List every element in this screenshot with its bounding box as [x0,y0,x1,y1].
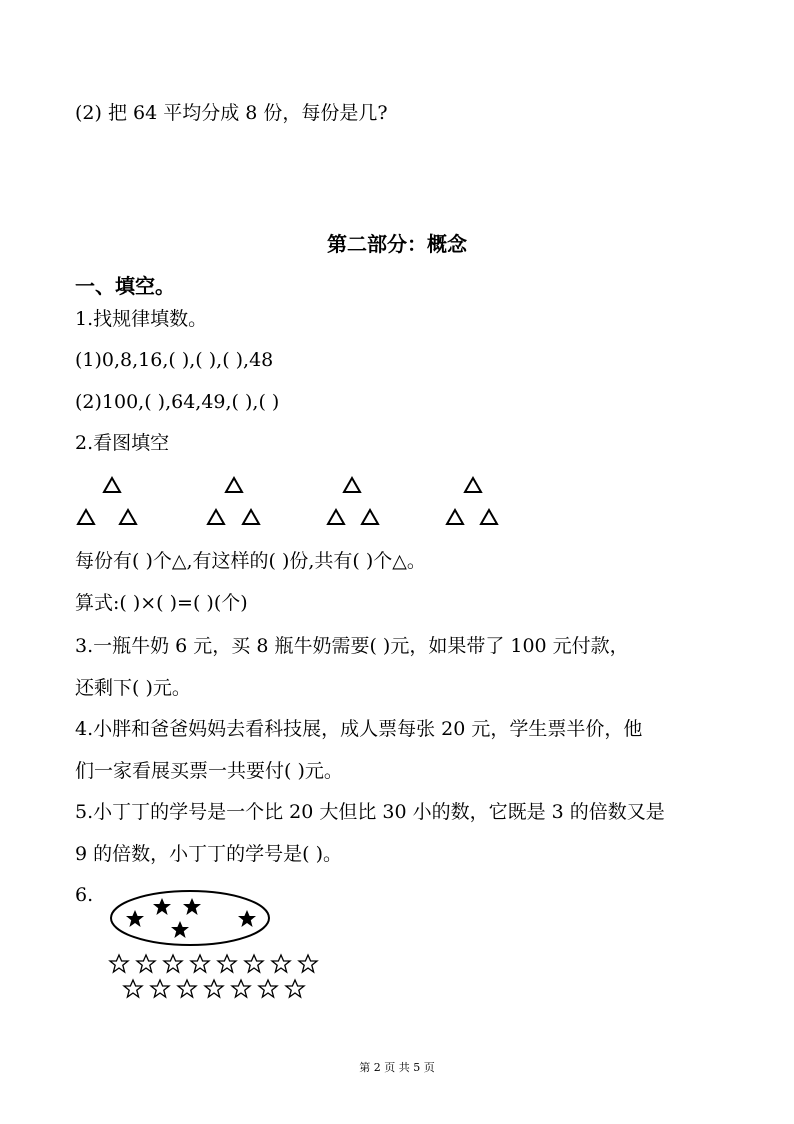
triangle-outline-icon [344,478,360,492]
fill-blank-heading: 一、填空。 [75,274,175,298]
page-footer: 第 2 页 共 5 页 [359,1061,435,1074]
section-title: 第二部分：概念 [327,232,467,256]
question-6-label: 6. [75,884,94,906]
star-outline-icon [299,955,317,972]
question-3-line-2: 还剩下( )元。 [75,677,191,699]
star-outline-icon [164,955,182,972]
triangle-outline-icon [465,478,481,492]
star-outline-icon [218,955,236,972]
triangle-outline-icon [208,510,224,524]
triangle-outline-icon [120,510,136,524]
question-4-line-1: 4.小胖和爸爸妈妈去看科技展，成人票每张 20 元，学生票半价，他 [75,718,643,740]
star-filled-icon [171,921,189,938]
previous-question: (2) 把 64 平均分成 8 份，每份是几? [75,102,388,124]
question-1-part-2: (2)100,( ),64,49,( ),( ) [75,391,280,413]
triangle-groups [0,470,794,530]
star-outline-icon [232,980,250,997]
triangle-outline-icon [104,478,120,492]
star-outline-icon [137,955,155,972]
star-outline-icon [178,980,196,997]
star-outline-icon [272,955,290,972]
question-2-title: 2.看图填空 [75,432,170,454]
star-filled-icon [153,898,171,915]
triangle-outline-icon [447,510,463,524]
star-filled-icon [126,910,144,927]
star-outline-icon [205,980,223,997]
question-1-title: 1.找规律填数。 [75,308,208,330]
question-1-part-1: (1)0,8,16,( ),( ),( ),48 [75,349,274,371]
triangle-outline-icon [243,510,259,524]
triangle-outline-icon [481,510,497,524]
question-5-line-1: 5.小丁丁的学号是一个比 20 大但比 30 小的数，它既是 3 的倍数又是 [75,801,665,823]
question-3-line-1: 3.一瓶牛奶 6 元，买 8 瓶牛奶需要( )元，如果带了 100 元付款， [75,635,629,657]
star-outline-icon [245,955,263,972]
question-2-line-2: 算式:( )×( )=( )(个) [75,592,248,614]
star-outline-icon [110,955,128,972]
triangle-outline-icon [226,478,242,492]
star-figure [105,888,345,1008]
triangle-outline-icon [362,510,378,524]
star-outline-icon [286,980,304,997]
star-outline-icon [191,955,209,972]
question-2-line-1: 每份有( )个△,有这样的( )份,共有( )个△。 [75,550,426,572]
star-outline-icon [259,980,277,997]
triangle-outline-icon [328,510,344,524]
question-5-line-2: 9 的倍数，小丁丁的学号是( )。 [75,843,342,865]
star-filled-icon [183,898,201,915]
triangle-outline-icon [78,510,94,524]
star-filled-icon [238,910,256,927]
star-outline-icon [124,980,142,997]
star-outline-icon [151,980,169,997]
question-4-line-2: 们一家看展买票一共要付( )元。 [75,760,343,782]
